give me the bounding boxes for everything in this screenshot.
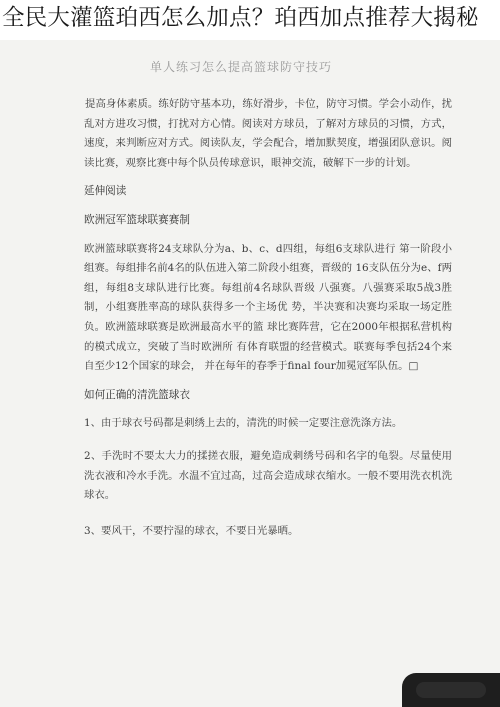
watermark-logo-icon (416, 682, 486, 698)
section1-paragraph: 欧洲篮球联赛将24支球队分为a、b、c、d四组，每组6支球队进行 第一阶段小组赛。每组排名前4名的队伍进入第二阶段小组赛，晋级的 16支队伍分为e、f两组，每组8支球队进行比赛。每组前4名球队晋级 八强赛。八强赛采取5战3胜制，小组赛胜率高的球队获得多一个主场优 势，半决赛和决赛均采取一场定胜负。欧洲篮球联赛是欧洲最高水平的篮 球比赛阵营，它在2000年根据私营机构的模式成立，突破了当时欧洲所 有体育联盟的经营模式。联赛每季包括24个来自至少12个国家的球会， 并在每年的春季于final four加冕冠军队伍。□ (84, 242, 452, 373)
section2-heading: 如何正确的清洗篮球衣 (84, 388, 190, 401)
document-body (84, 95, 452, 541)
tip-3: 3、要风干，不要拧湿的球衣，不要日光暴晒。 (84, 524, 299, 537)
tip-2: 2、手洗时不要太大力的揉搓衣服，避免造成刺绣号码和名字的龟裂。尽量使用洗衣液和冷水手洗。水温不宜过高，过高会造成球衣缩水。一般不要用洗衣机洗球衣。 (84, 449, 452, 502)
tip-1: 1、由于球衣号码都是刺绣上去的，清洗的时候一定要注意洗涤方法。 (84, 417, 403, 430)
intro-paragraph: 提高身体素质。练好防守基本功，练好滑步，卡位，防守习惯。学会小动作，扰乱对方进攻习惯，打扰对方心情。阅读对方球员，了解对方球员的习惯，方式，速度，来判断应对方式。阅读队友，学会配合，增加默契度，增强团队意识。阅读比赛，观察比赛中每个队员传球意识，眼神交流，破解下一步的计划。 (84, 98, 452, 169)
article-headline: 全民大灌篮珀西怎么加点？珀西加点推荐大揭秘 (2, 5, 479, 31)
watermark-badge (402, 673, 500, 707)
document-title: 单人练习怎么提高篮球防守技巧 (150, 60, 333, 74)
section1-heading: 欧洲冠军篮球联赛赛制 (84, 213, 190, 226)
extended-reading-heading: 延伸阅读 (84, 185, 127, 198)
document-scan (0, 40, 500, 707)
